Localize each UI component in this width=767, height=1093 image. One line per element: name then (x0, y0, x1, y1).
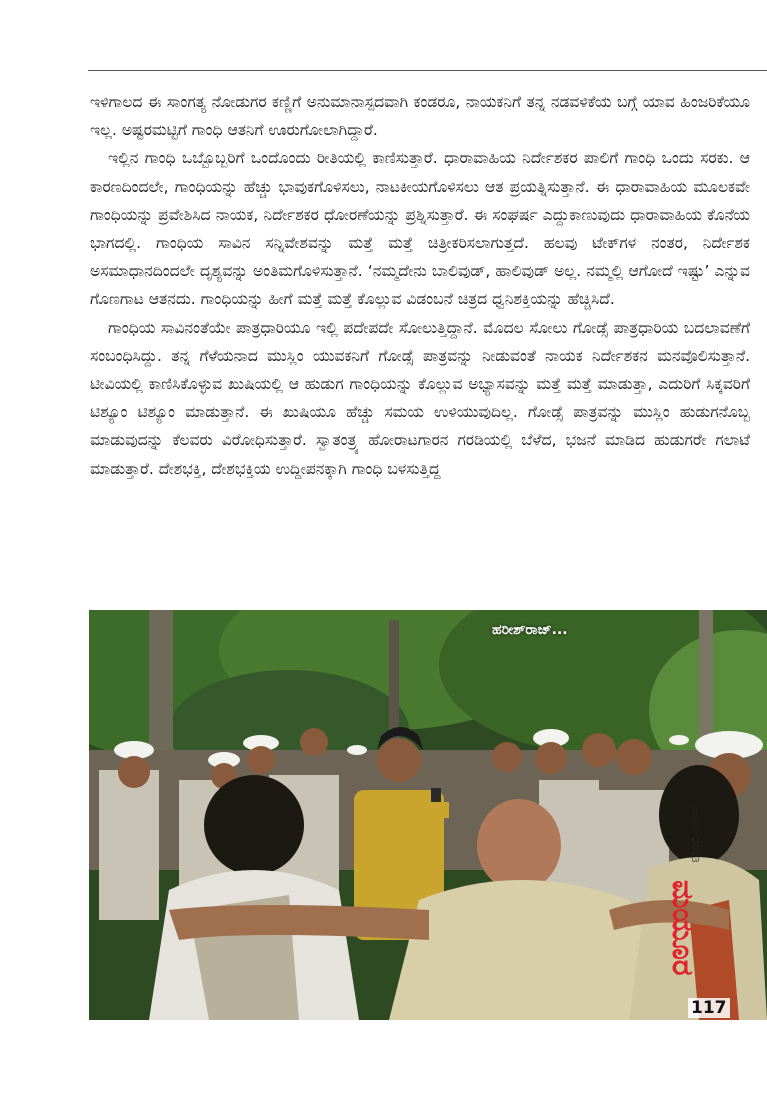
issue-date: ಮಾರ್ಚ್ 2013 (689, 806, 700, 863)
page-number: 117 (688, 998, 730, 1018)
magazine-name: ಮಯೂರ (665, 880, 700, 976)
article-body (90, 88, 750, 483)
paragraph-1: ಇಳಿಗಾಲದ ಈ ಸಾಂಗತ್ಯ ನೋಡುಗರ ಕಣ್ಣಿಗೆ ಅನುಮಾನಾಸ್ಪದವಾಗಿ ಕಂಡರೂ, ನಾಯಕನಿಗೆ ತನ್ನ ನಡವಳಿಕೆಯ ಬಗ್ಗೆ ಯಾವ ಹಿಂಜರಿಕೆಯೂ ಇಲ್ಲ. ಅಷ್ಟರಮಟ್ಟಿಗೆ ಗಾಂಧಿ ಆತನಿಗೆ ಊರುಗೋಲಾಗಿದ್ದಾರೆ. (90, 93, 750, 140)
photo-caption: ಹರೀಶ್‌ರಾಜ್... (492, 622, 568, 638)
paragraph-2: ಇಲ್ಲಿನ ಗಾಂಧಿ ಒಬ್ಬೊಬ್ಬರಿಗೆ ಒಂದೊಂದು ರೀತಿಯಲ್ಲಿ ಕಾಣಿಸುತ್ತಾರೆ. ಧಾರಾವಾಹಿಯ ನಿರ್ದೇಶಕರ ಪಾಲಿಗೆ ಗಾಂಧಿ ಒಂದು ಸರಕು. ಆ ಕಾರಣದಿಂದಲೇ, ಗಾಂಧಿಯನ್ನು ಹೆಚ್ಚು ಭಾವುಕಗೊಳಿಸಲು, ನಾಟಕೀಯಗೊಳಿಸಲು ಆತ ಪ್ರಯತ್ನಿಸುತ್ತಾನೆ. ಈ ಧಾರಾವಾಹಿಯ ಮೂಲಕವೇ ಗಾಂಧಿಯನ್ನು ಪ್ರವೇಶಿಸಿದ ನಾಯಕ, ನಿರ್ದೇಶಕರ ಧೋರಣೆಯನ್ನು ಪ್ರಶ್ನಿಸುತ್ತಾರೆ. ಈ ಸಂಘರ್ಷ ಎದ್ದುಕಾಣುವುದು ಧಾರಾವಾಹಿಯ ಕೊನೆಯ ಭಾಗದಲ್ಲಿ. ಗಾಂಧಿಯ ಸಾವಿನ ಸನ್ನಿವೇಶವನ್ನು ಮತ್ತೆ ಮತ್ತೆ ಚಿತ್ರೀಕರಿಸಲಾಗುತ್ತದೆ. ಹಲವು ಟೇಕ್‌ಗಳ ನಂತರ, ನಿರ್ದೇಶಕ ಅಸಮಾಧಾನದಿಂದಲೇ ದೃಶ್ಯವನ್ನು ಅಂತಿಮಗೊಳಿಸುತ್ತಾನೆ. ‘ನಮ್ಮದೇನು ಬಾಲಿವುಡ್, ಹಾಲಿವುಡ್ ಅಲ್ಲ. ನಮ್ಮಲ್ಲಿ ಆಗೋದೆ ಇಷ್ಟು’ ಎನ್ನುವ ಗೊಣಗಾಟ ಆತನದು. ಗಾಂಧಿಯನ್ನು ಹೀಗೆ ಮತ್ತೆ ಮತ್ತೆ ಕೊಲ್ಲುವ ವಿಡಂಬನೆ ಚಿತ್ರದ ಧ್ವನಿಶಕ್ತಿಯನ್ನು ಹೆಚ್ಚಿಸಿದೆ. (90, 149, 750, 309)
header-rule (88, 70, 767, 71)
paragraph-3: ಗಾಂಧಿಯ ಸಾವಿನಂತೆಯೇ ಪಾತ್ರಧಾರಿಯೂ ಇಲ್ಲಿ ಪದೇಪದೇ ಸೋಲುತ್ತಿದ್ದಾನೆ. ಮೊದಲ ಸೋಲು ಗೋಡ್ಸೆ ಪಾತ್ರಧಾರಿಯ ಬದಲಾವಣೆಗೆ ಸಂಬಂಧಿಸಿದ್ದು. ತನ್ನ ಗೆಳೆಯನಾದ ಮುಸ್ಲಿಂ ಯುವಕನಿಗೆ ಗೋಡ್ಸೆ ಪಾತ್ರವನ್ನು ನೀಡುವಂತೆ ನಾಯಕ ನಿರ್ದೇಶಕನ ಮನವೊಲಿಸುತ್ತಾನೆ. ಟೀವಿಯಲ್ಲಿ ಕಾಣಿಸಿಕೊಳ್ಳುವ ಖುಷಿಯಲ್ಲಿ ಆ ಹುಡುಗ ಗಾಂಧಿಯನ್ನು ಕೊಲ್ಲುವ ಅಭ್ಯಾಸವನ್ನು ಮತ್ತೆ ಮತ್ತೆ ಮಾಡುತ್ತಾ, ಎದುರಿಗೆ ಸಿಕ್ಕವರಿಗೆ ಟಿಶ್ಯೂಂ ಟಿಶ್ಯೂಂ ಮಾಡುತ್ತಾನೆ. ಈ ಖುಷಿಯೂ ಹೆಚ್ಚು ಸಮಯ ಉಳಿಯುವುದಿಲ್ಲ. ಗೋಡ್ಸೆ ಪಾತ್ರವನ್ನು ಮುಸ್ಲಿಂ ಹುಡುಗನೊಬ್ಬ ಮಾಡುವುದನ್ನು ಕೆಲವರು ವಿರೋಧಿಸುತ್ತಾರೆ. ಸ್ವಾತಂತ್ರ್ಯ ಹೋರಾಟಗಾರನ ಗರಡಿಯಲ್ಲಿ ಬೆಳೆದ, ಭಜನೆ ಮಾಡಿದ ಹುಡುಗರೇ ಗಲಾಟೆ ಮಾಡುತ್ತಾರೆ. ದೇಶಭಕ್ತಿ, ದೇಶಭಕ್ತಿಯ ಉದ್ದೀಪನಕ್ಕಾಗಿ ಗಾಂಧಿ ಬಳಸುತ್ತಿದ್ದ (90, 318, 750, 478)
